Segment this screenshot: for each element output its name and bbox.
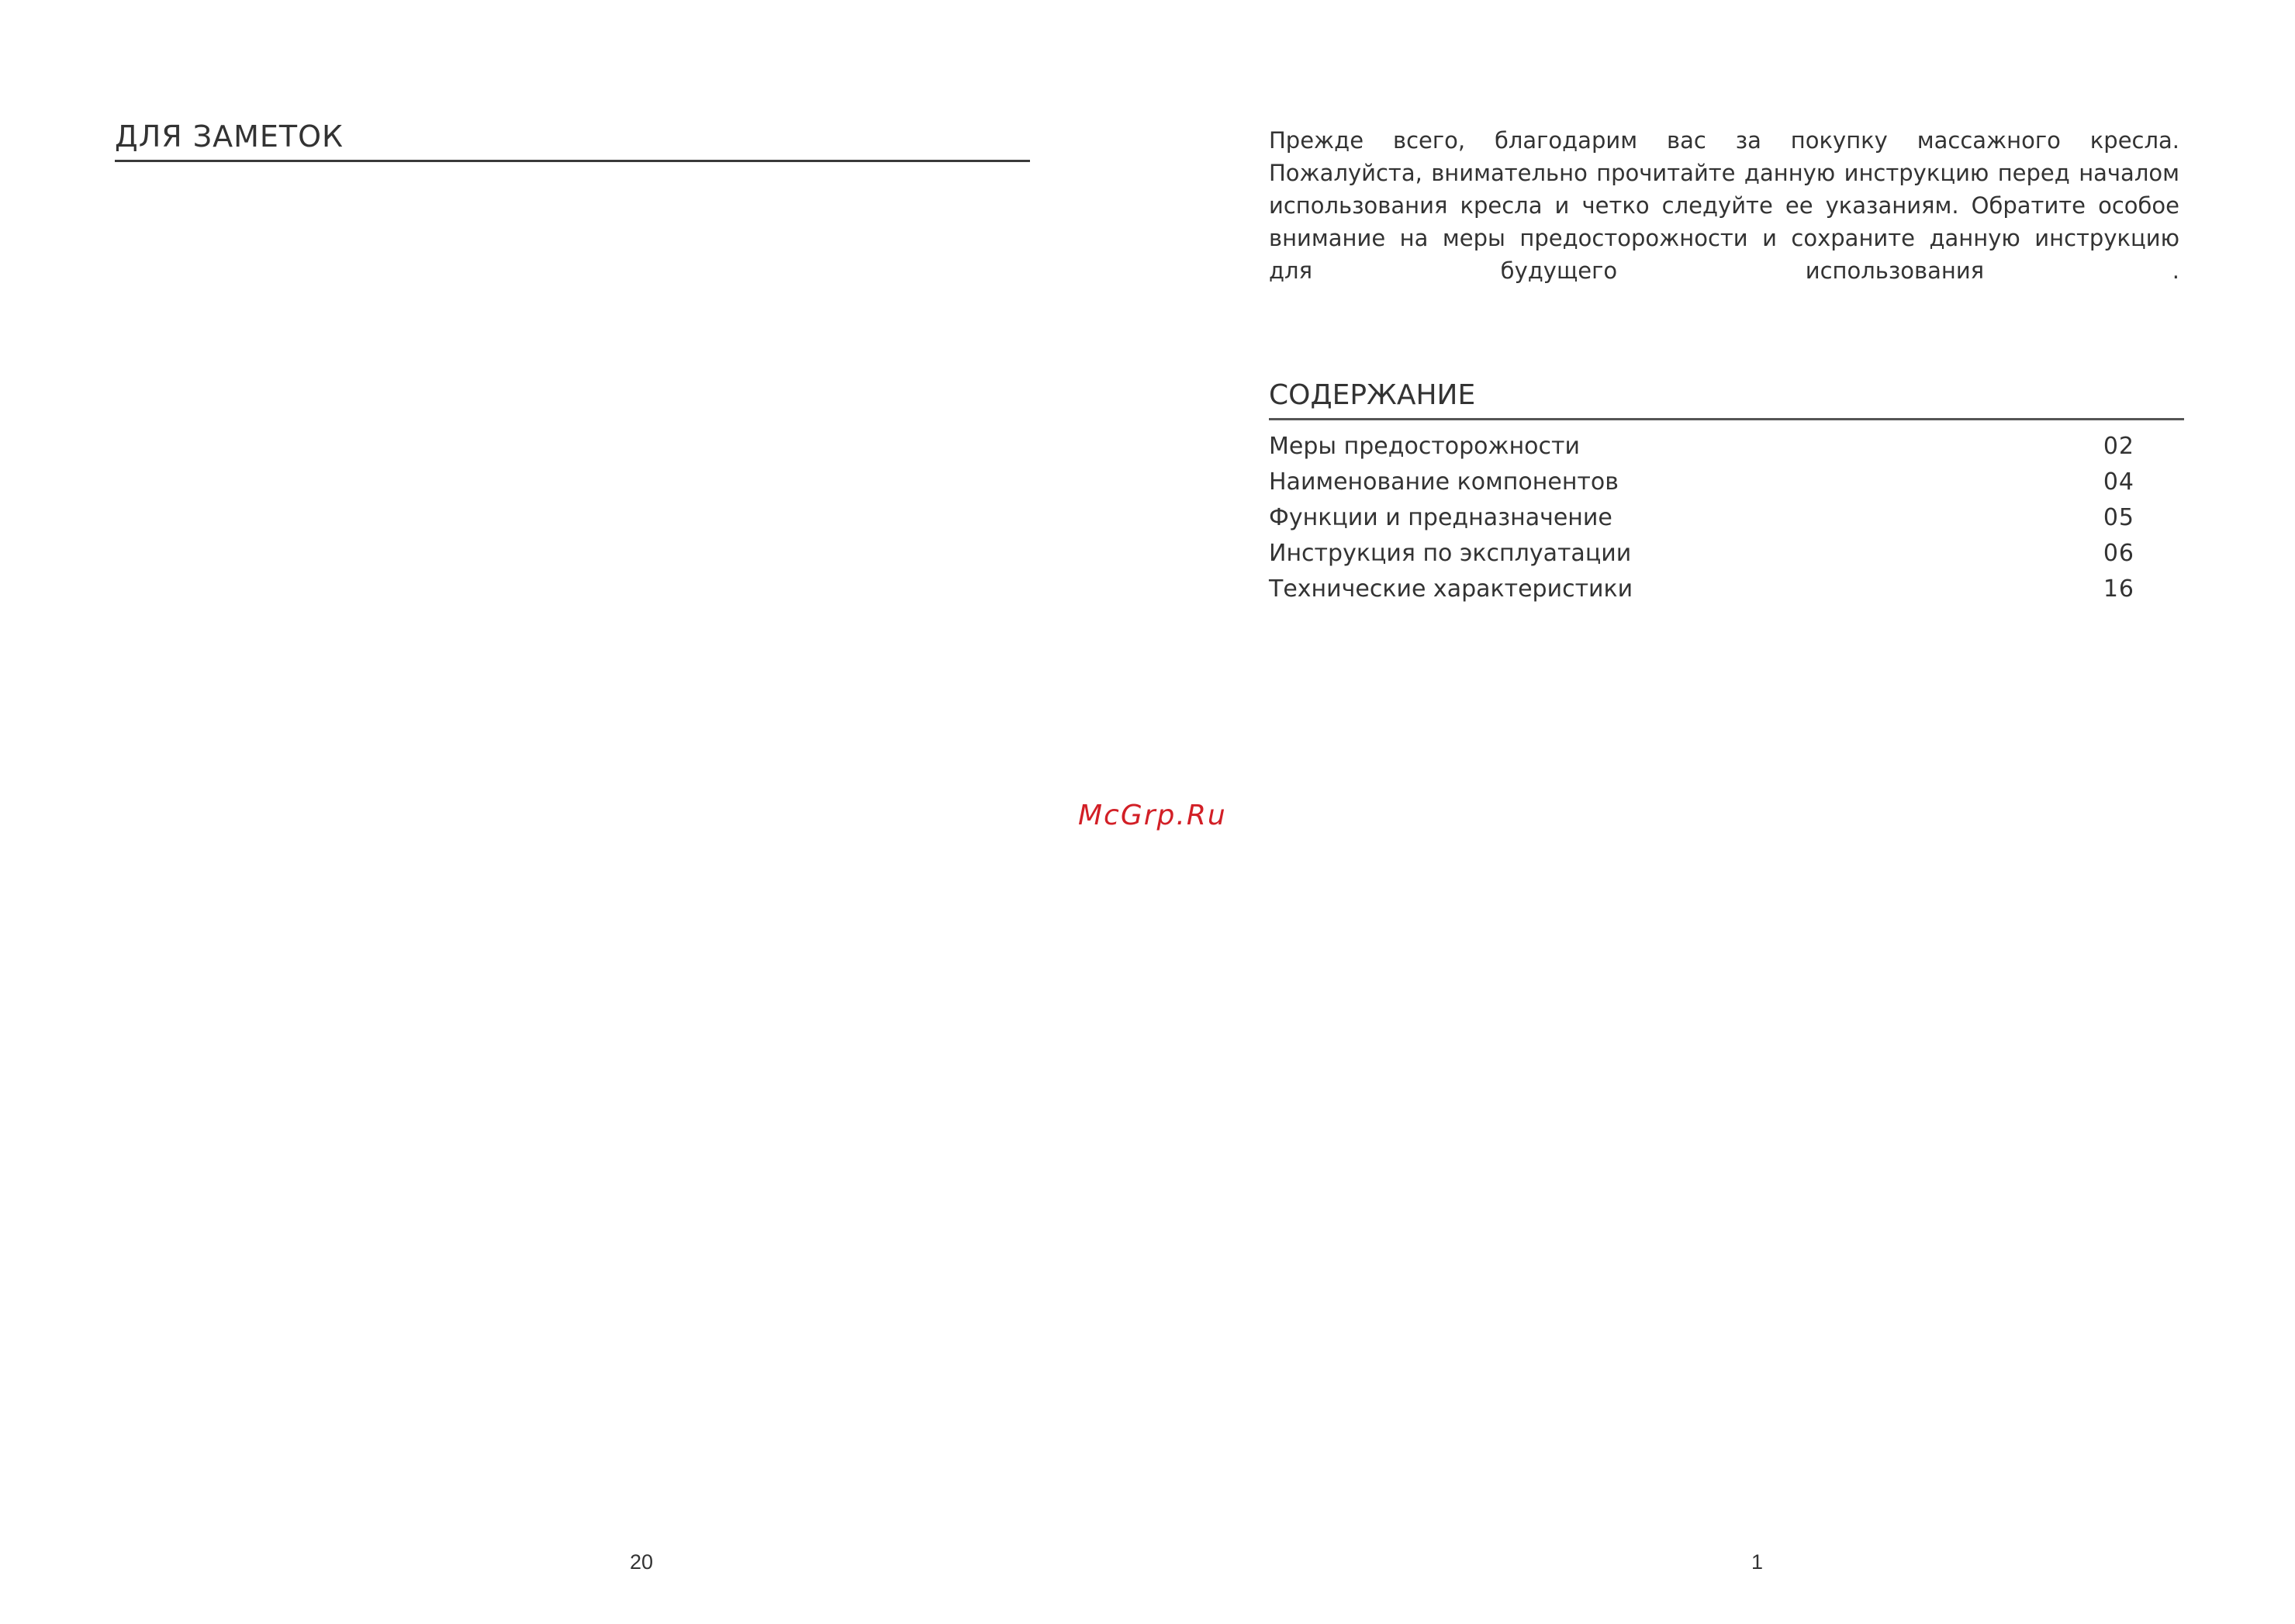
watermark-link[interactable]: McGrp.Ru	[1078, 800, 1227, 831]
contents-heading: СОДЕРЖАНИЕ	[1269, 379, 1476, 411]
toc-entry	[1269, 465, 2134, 500]
toc-entry-title: Технические характеристики	[1269, 575, 1633, 603]
page-number-right: 1	[1751, 1550, 1764, 1574]
page-number-left: 20	[630, 1550, 654, 1574]
notes-heading: ДЛЯ ЗАМЕТОК	[115, 119, 344, 154]
toc-entry	[1269, 536, 2134, 572]
toc-entry-title: Наименование компонентов	[1269, 468, 1619, 496]
toc-entry-page: 16	[2103, 575, 2134, 603]
toc-entry-page: 02	[2103, 433, 2134, 460]
contents-section-header	[1269, 376, 2184, 420]
toc-entry	[1269, 500, 2134, 536]
toc-entry-page: 06	[2103, 540, 2134, 567]
toc-entry-title: Инструкция по эксплуатации	[1269, 540, 1632, 567]
toc-entry-title: Меры предосторожности	[1269, 433, 1581, 460]
notes-section-header	[115, 116, 1030, 162]
toc-entry	[1269, 429, 2134, 465]
table-of-contents	[1269, 429, 2134, 607]
intro-paragraph: Прежде всего, благодарим вас за покупку массажного кресла. Пожалуйста, внимательно прочитайте данную инструкцию перед началом использования кресла и четко следуйте ее указаниям. Обратите особое внимание на меры предосторожности и сохраните данную инструкцию для будущего использования .	[1269, 127, 2179, 284]
toc-entry-title: Функции и предназначение	[1269, 504, 1612, 531]
toc-entry	[1269, 572, 2134, 607]
toc-entry-page: 05	[2103, 504, 2134, 531]
toc-entry-page: 04	[2103, 468, 2134, 496]
